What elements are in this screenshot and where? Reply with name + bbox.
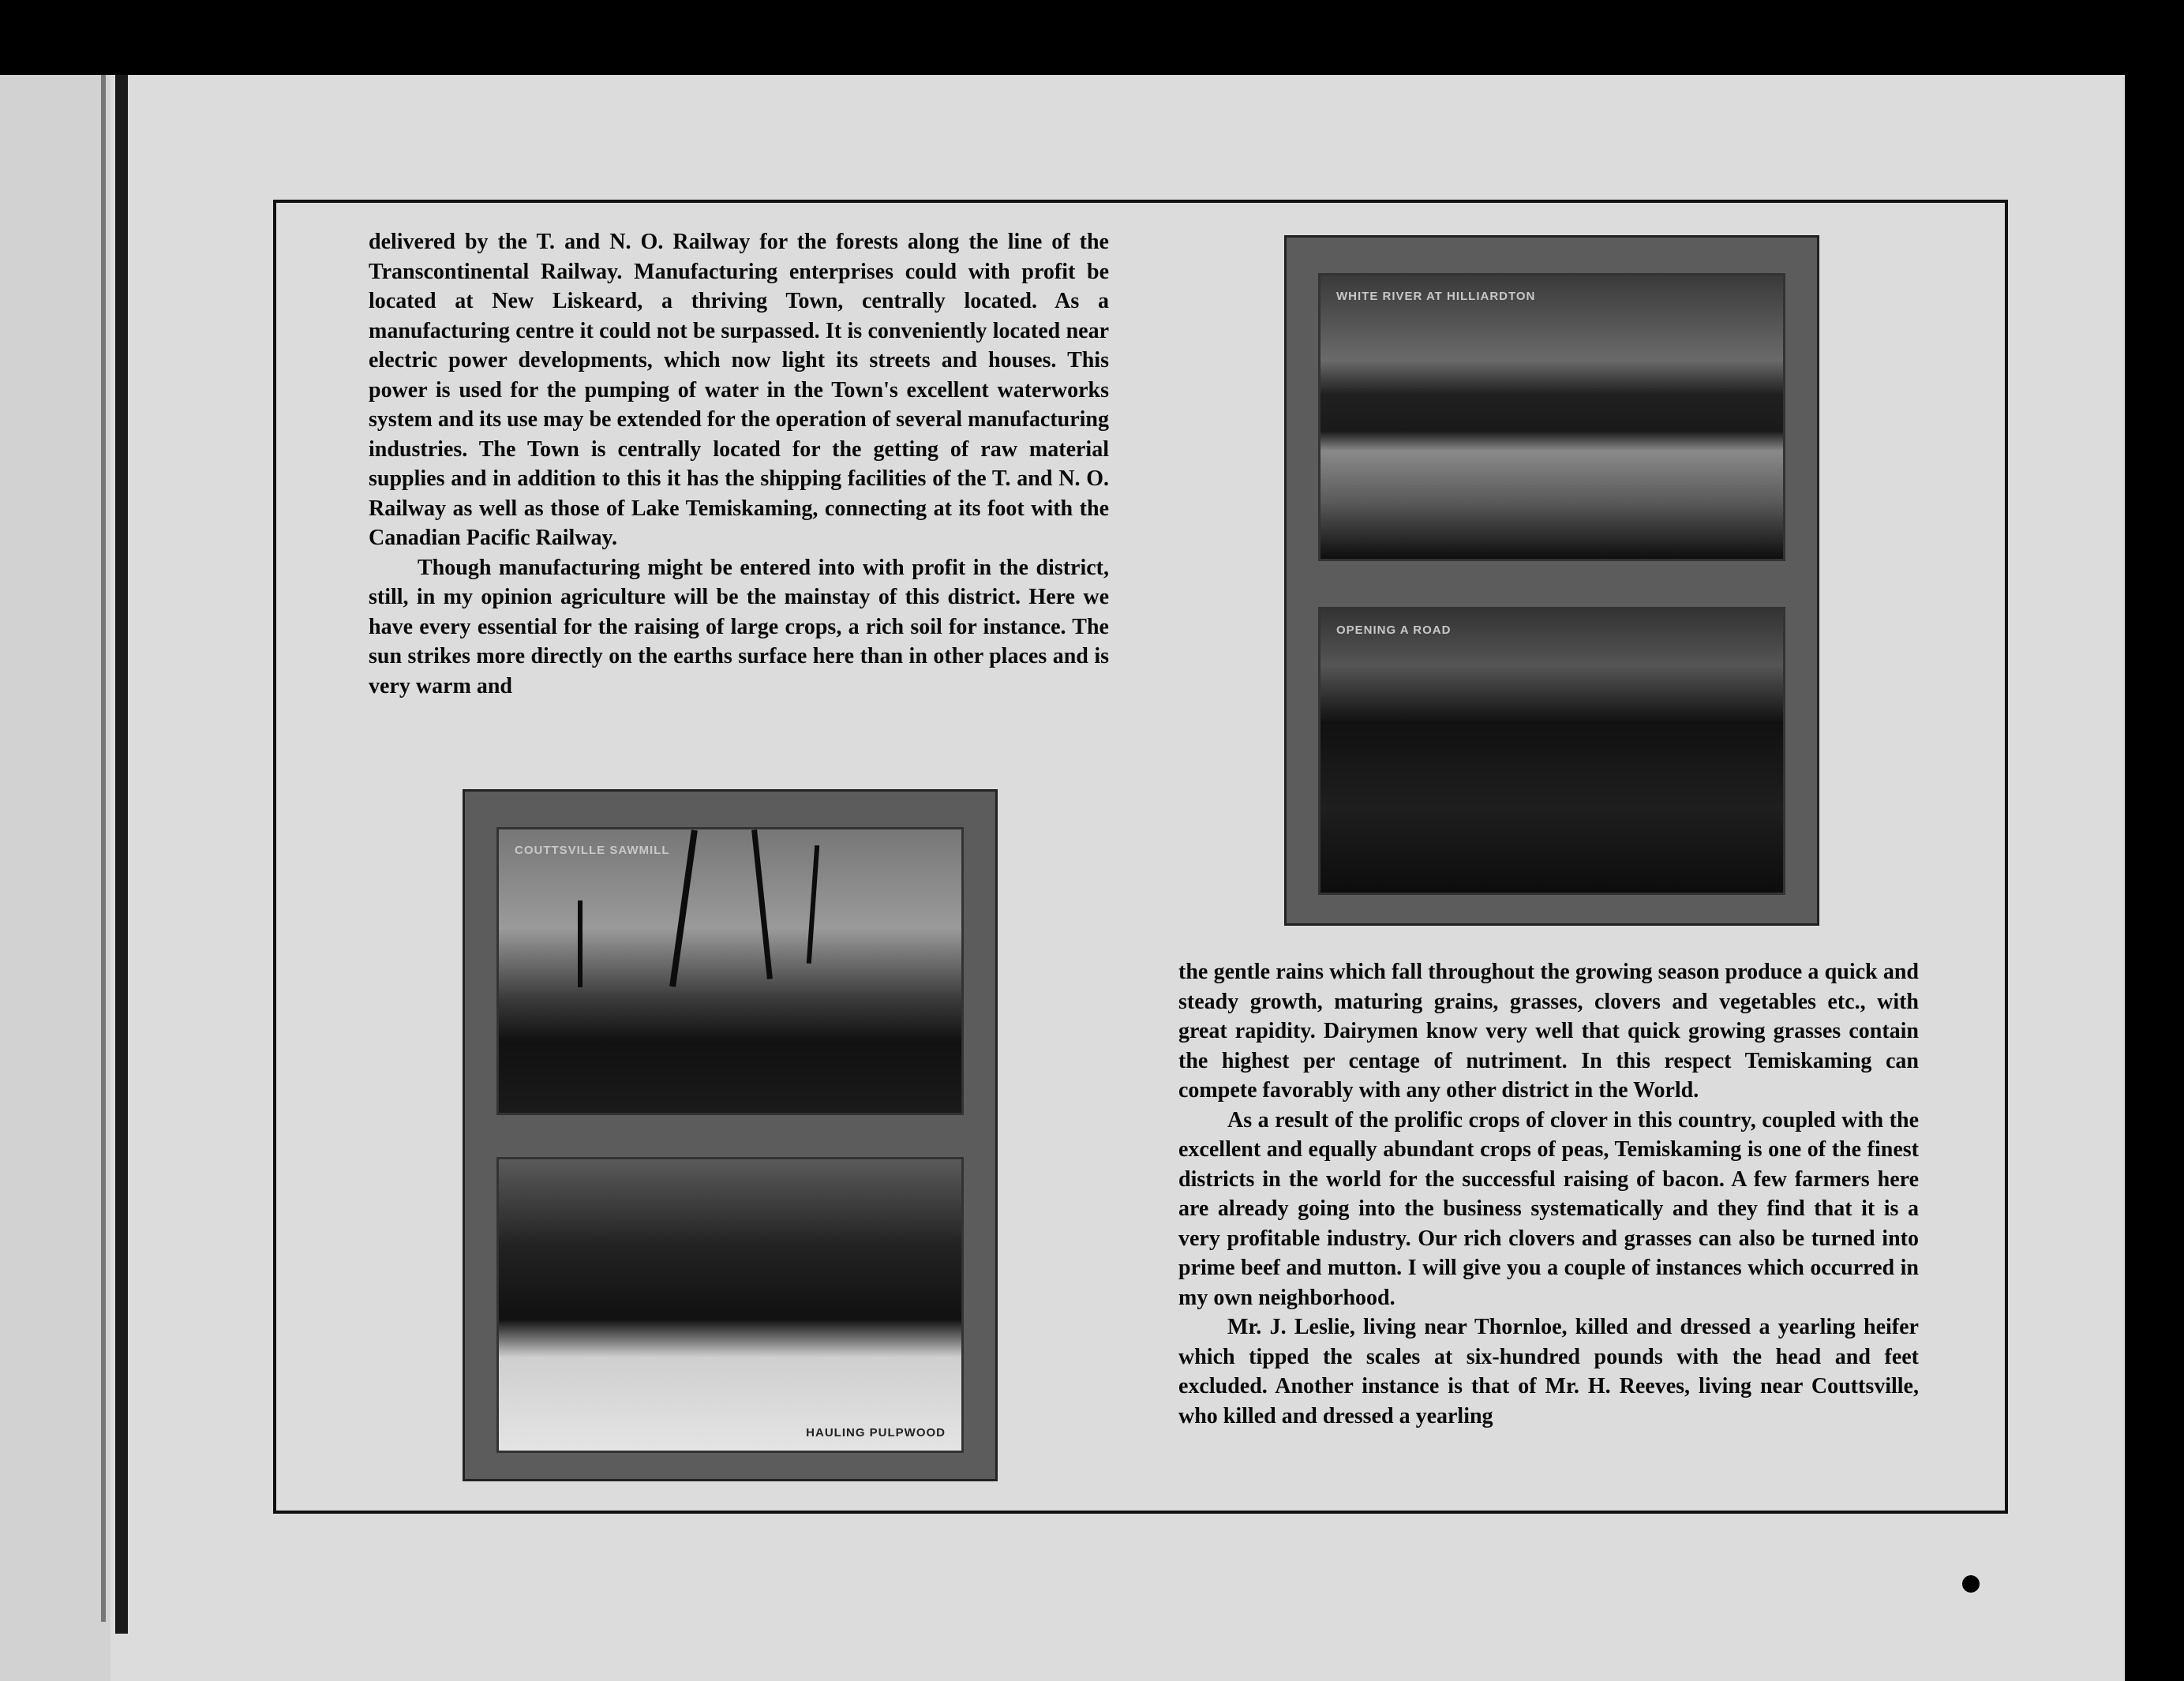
photo-caption: HAULING PULPWOOD: [806, 1426, 946, 1440]
tree-silhouette: [751, 829, 773, 979]
left-text-column: [369, 227, 1109, 701]
right-text-column: [1178, 957, 1919, 1431]
ink-speck: [1962, 1575, 1980, 1593]
paragraph: As a result of the prolific crops of clover in this country, coupled with the excellent and equally abundant crops of peas, Temiskaming is one of the finest districts in the world for the successful raising of bacon. A few farmers here are already going into the business systematically and they find that it is a very profitable industry. Our rich clovers and grasses can also be turned into prime beef and mutton. I will give you a couple of instances which occurred in my own neighborhood.: [1178, 1107, 1919, 1310]
tree-silhouette: [669, 829, 698, 987]
photo-caption: COUTTSVILLE SAWMILL: [515, 844, 670, 857]
paragraph: Mr. J. Leslie, living near Thornloe, killed and dressed a yearling heifer which tipped the scales at six-hundred pounds with the head and feet excluded. Another instance is that of Mr. H. Reeves, living near Couttsville, who killed and dressed a yearling: [1178, 1315, 1919, 1428]
photo-opening-road: [1318, 607, 1785, 895]
photo-white-river: [1318, 273, 1785, 561]
page-fold-shadow: [101, 75, 106, 1622]
photo-caption: WHITE RIVER AT HILLIARDTON: [1336, 290, 1536, 303]
paragraph: delivered by the T. and N. O. Railway for the forests along the line of the Transcontinental Railway. Manufacturing enterprises could with profit be located at New Liskeard, a thriving Town, centrally located. As a manufacturing centre it could not be surpassed. It is conveniently located near electric power developments, which now light its streets and houses. This power is used for the pumping of water in the Town's excellent waterworks system and its use may be extended for the operation of several manufacturing industries. The Town is centrally located for the getting of raw material supplies and in addition to this it has the shipping facilities of the T. and N. O. Railway as well as those of Lake Temiskaming, connecting at its foot with the Canadian Pacific Railway.: [369, 230, 1109, 550]
photo-panel-right: [1284, 235, 1819, 926]
paragraph: the gentle rains which fall throughout the growing season produce a quick and steady growth, maturing grains, grasses, clovers and vegetables etc., with great rapidity. Dairymen know very well that quick growing grasses contain the highest per centage of nutriment. In this respect Temiskaming can compete favorably with any other district in the World.: [1178, 960, 1919, 1103]
book-binding: [115, 75, 128, 1634]
paragraph: Though manufacturing might be entered into with profit in the district, still, in my opinion agriculture will be the mainstay of this district. Here we have every essential for the raising of large crops, a rich soil for instance. The sun strikes more directly on the earths surface here than in other places and is very warm and: [369, 555, 1109, 698]
tree-silhouette: [807, 845, 819, 964]
photo-sawmill: [496, 827, 964, 1115]
photo-panel-left: [463, 789, 998, 1481]
facing-page-edge: [0, 75, 111, 1681]
photo-caption: OPENING A ROAD: [1336, 623, 1452, 637]
tree-silhouette: [578, 900, 583, 987]
photo-pulpwood: [496, 1157, 964, 1453]
